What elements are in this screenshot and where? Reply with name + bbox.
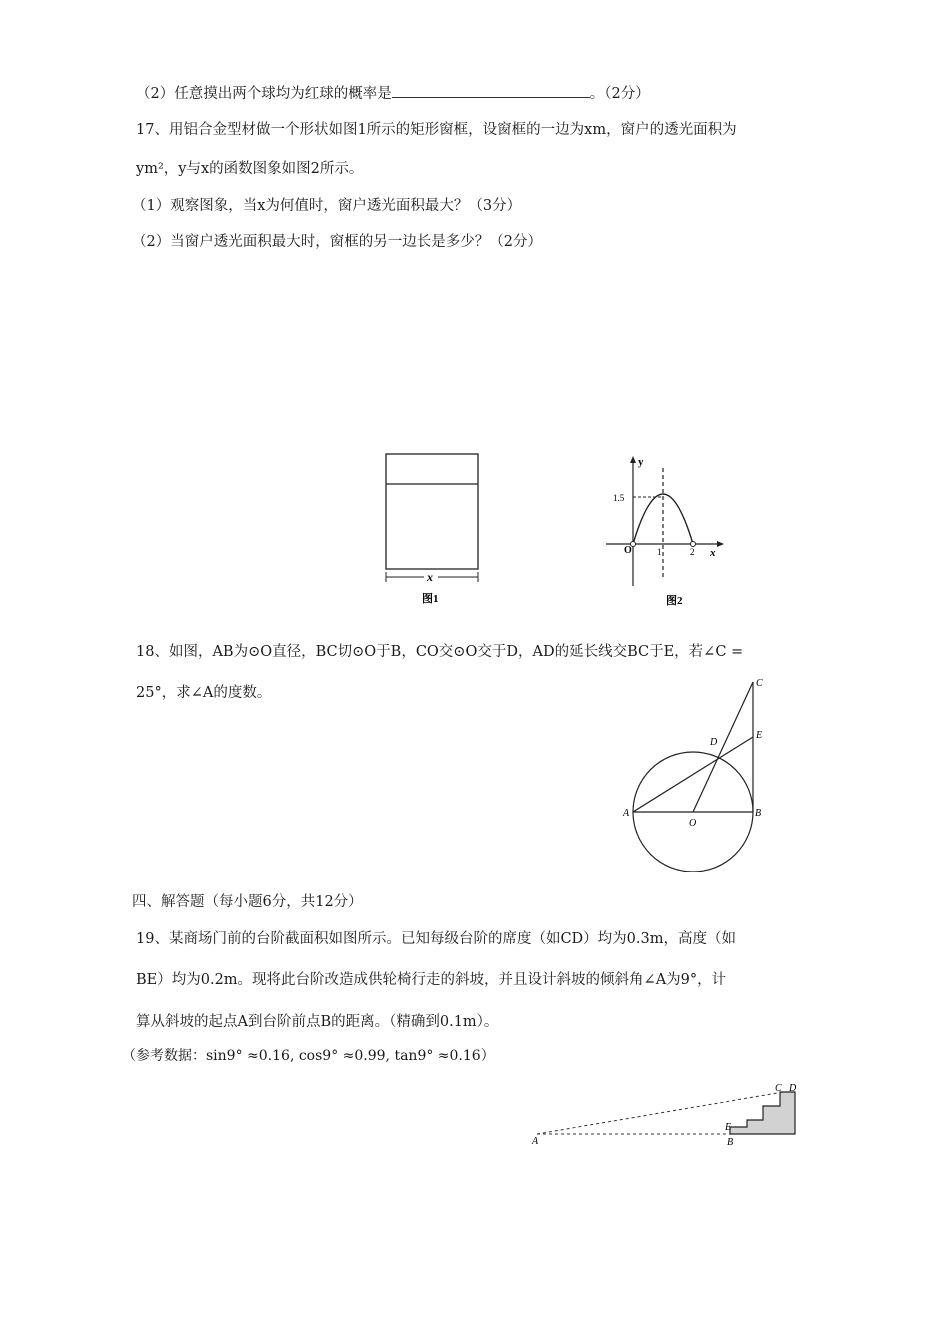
q17-line2: ym²，y与x的函数图象如图2所示。 [136, 161, 364, 177]
line-ae [633, 737, 753, 812]
fig2-origin: O [624, 545, 632, 556]
section-4-heading: 四、解答题（每小题6分，共12分） [132, 894, 363, 910]
steps-shape [730, 1092, 795, 1134]
label-o: O [689, 818, 697, 829]
q18-figure-circle [615, 672, 775, 872]
line-co [693, 682, 753, 812]
q16-part2-text: （2）任意摸出两个球均为红球的概率是 [136, 86, 392, 102]
q17-part2: （2）当窗户透光面积最大时，窗框的另一边长是多少？（2分） [132, 234, 542, 250]
answer-blank [392, 83, 590, 98]
q18-line2: 25°，求∠A的度数。 [136, 685, 272, 701]
fig2-y-label: y [638, 456, 644, 468]
q17-part1: （1）观察图象，当x为何值时，窗户透光面积最大？（3分） [132, 198, 522, 214]
label-d: D [710, 737, 718, 748]
q16-part2 [136, 83, 650, 104]
q19-figure-steps [525, 1082, 815, 1152]
window-outer-rect [386, 454, 478, 569]
fig1-caption: 图1 [422, 593, 439, 605]
q19-line2: BE）均为0.2m。现将此台阶改造成供轮椅行走的斜坡，并且设计斜坡的倾斜角∠A为9°，计 [136, 972, 727, 988]
q17-line1: 17、用铝合金型材做一个形状如图1所示的矩形窗框，设窗框的一边为xm，窗户的透光面积为 [136, 122, 737, 138]
label-a: A [623, 808, 630, 819]
label-c: C [756, 678, 763, 689]
label-d: D [789, 1083, 797, 1094]
label-c: C [775, 1083, 782, 1094]
figure-1-window-frame [372, 448, 492, 608]
fig2-tick-y: 1.5 [613, 493, 625, 503]
q19-line3: 算从斜坡的起点A到台阶前点B的距离。（精确到0.1m）。 [136, 1014, 499, 1030]
label-b: B [755, 808, 762, 819]
fig2-tick-x2: 2 [690, 547, 695, 557]
fig2-caption: 图2 [666, 595, 683, 607]
label-b: B [727, 1137, 734, 1148]
q19-line1: 19、某商场门前的台阶截面积如图所示。已知每级台阶的席度（如CD）均为0.3m，高度（如 [136, 931, 736, 947]
label-e: E [725, 1122, 732, 1133]
fig2-tick-x1: 1 [657, 547, 662, 557]
q18-line1: 18、如图，AB为⊙O直径，BC切⊙O于B，CO交⊙O交于D，AD的延长线交BC于E，若∠C = [136, 644, 744, 660]
fig2-x-label: x [710, 547, 716, 559]
root-point [691, 542, 696, 547]
q19-reference: （参考数据：sin9° ≈0.16, cos9° ≈0.99, tan9° ≈0.16） [122, 1048, 495, 1064]
label-e: E [756, 730, 763, 741]
q16-part2-score: 。（2分） [589, 86, 650, 102]
fig1-x-label: x [427, 570, 433, 584]
figure-2-graph [600, 454, 730, 609]
label-a: A [532, 1136, 539, 1147]
